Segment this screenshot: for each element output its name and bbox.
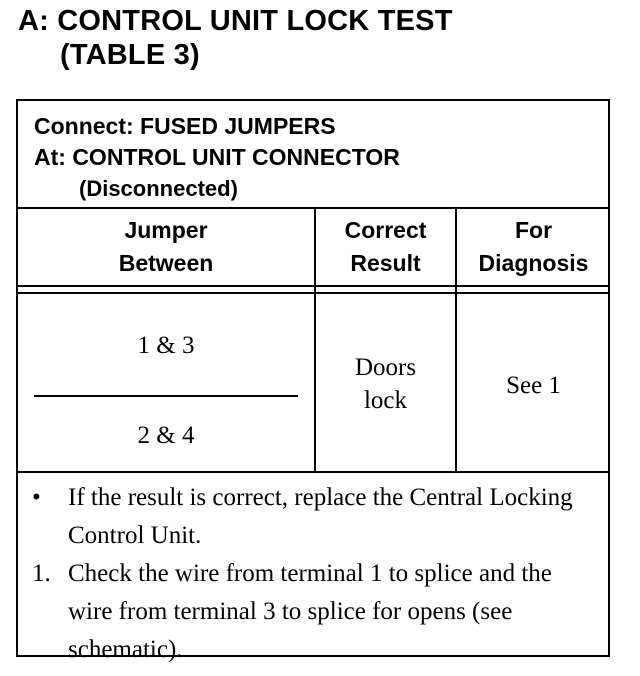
header-jumper-line1: Jumper: [124, 217, 208, 243]
result-line2: lock: [363, 387, 408, 414]
header-correct-result: [316, 214, 455, 280]
header-rule-top: [18, 285, 608, 287]
header-rule-bottom: [18, 292, 608, 294]
header-result-line1: Correct: [344, 217, 427, 243]
at-line: At: CONTROL UNIT CONNECTOR: [34, 144, 400, 170]
result-cell: [316, 351, 455, 417]
divider-connect: [18, 207, 608, 209]
divider-notes: [18, 471, 608, 473]
header-diagnosis-line2: Diagnosis: [478, 250, 589, 276]
title-line-2: (TABLE 3): [60, 39, 200, 71]
jumper-cell-1-3: 1 & 3: [137, 332, 195, 359]
number-marker: 1.: [32, 560, 51, 587]
bullet-marker: •: [32, 484, 41, 511]
connection-instructions: [34, 111, 400, 204]
note-text: If the result is correct, replace the Central Locking Control Unit.: [68, 484, 573, 549]
header-jumper-between: [18, 214, 314, 280]
diagnosis-cell: See 1: [506, 372, 561, 399]
page-title: [18, 4, 453, 72]
note-text: Check the wire from terminal 1 to splice and the wire from terminal 3 to splice for opens (see schematic).: [68, 560, 552, 663]
jumper-cell-2-4: 2 & 4: [137, 422, 195, 449]
notes-section: [30, 479, 600, 669]
note-bullet: [30, 479, 600, 555]
disconnected-line: (Disconnected): [79, 176, 238, 201]
title-line-1: A: CONTROL UNIT LOCK TEST: [18, 5, 453, 37]
connect-line: Connect: FUSED JUMPERS: [34, 113, 336, 139]
header-diagnosis-line1: For: [514, 217, 553, 243]
header-jumper-line2: Between: [118, 250, 214, 276]
test-table-box: [16, 99, 610, 663]
result-line1: Doors: [354, 354, 417, 381]
jumper-separator: [34, 395, 298, 397]
header-for-diagnosis: [457, 214, 610, 280]
note-1: [30, 555, 600, 669]
header-result-line2: Result: [350, 250, 421, 276]
